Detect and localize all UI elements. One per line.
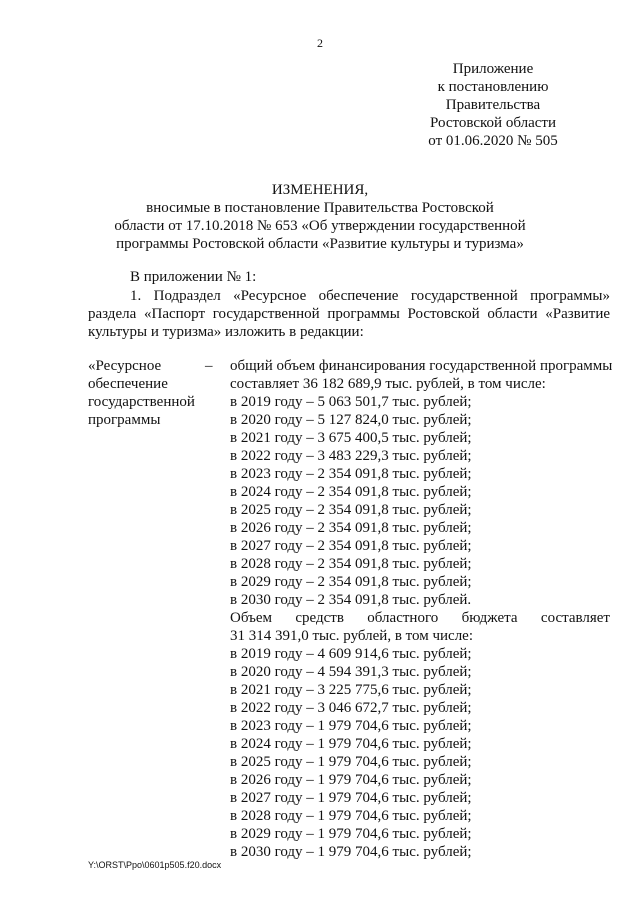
file-path-footer: Y:\ORST\Ppo\0601p505.f20.docx bbox=[88, 860, 222, 870]
page-number: 2 bbox=[317, 36, 323, 50]
item-1-paragraph: 1. Подраздел «Ресурсное обеспечение государственной программы» раздела «Паспорт государственной программы Ростовской области «Развитие культуры и туризма» изложить в редакции: bbox=[88, 288, 610, 340]
resource-label-line: программы bbox=[88, 412, 161, 428]
year-amount-line: в 2024 году – 2 354 091,8 тыс. рублей; bbox=[230, 484, 472, 500]
year-amount-line: в 2020 году – 5 127 824,0 тыс. рублей; bbox=[230, 412, 472, 428]
title-heading: ИЗМЕНЕНИЯ, bbox=[271, 182, 369, 198]
resource-content bbox=[230, 357, 613, 861]
year-amount-line: в 2019 году – 4 609 914,6 тыс. рублей; bbox=[230, 646, 472, 662]
year-amount-line: в 2024 году – 1 979 704,6 тыс. рублей; bbox=[230, 736, 472, 752]
year-amount-line: в 2029 году – 2 354 091,8 тыс. рублей; bbox=[230, 574, 472, 590]
year-amount-line: в 2025 году – 2 354 091,8 тыс. рублей; bbox=[230, 502, 472, 518]
resource-label bbox=[88, 357, 208, 429]
appendix-header bbox=[393, 60, 593, 150]
year-amount-line: в 2027 году – 1 979 704,6 тыс. рублей; bbox=[230, 790, 472, 806]
appendix-line: Приложение bbox=[452, 61, 534, 77]
resource-label-line: государственной bbox=[88, 394, 195, 410]
title-line: области от 17.10.2018 № 653 «Об утверждении государственной bbox=[114, 218, 526, 234]
year-amount-line: в 2022 году – 3 483 229,3 тыс. рублей; bbox=[230, 448, 472, 464]
appendix-line: Ростовской области bbox=[430, 115, 556, 131]
year-amount-line: в 2022 году – 3 046 672,7 тыс. рублей; bbox=[230, 700, 472, 716]
year-amount-line: в 2026 году – 1 979 704,6 тыс. рублей; bbox=[230, 772, 472, 788]
regional-word: Объем bbox=[230, 610, 272, 626]
year-amount-line: в 2029 году – 1 979 704,6 тыс. рублей; bbox=[230, 826, 472, 842]
dash-separator: – bbox=[205, 358, 213, 374]
appendix-line: к постановлению bbox=[437, 79, 549, 95]
total-line: составляет 36 182 689,9 тыс. рублей, в том числе: bbox=[230, 376, 546, 392]
year-amount-line: в 2021 году – 3 675 400,5 тыс. рублей; bbox=[230, 430, 472, 446]
year-amount-line: в 2019 году – 5 063 501,7 тыс. рублей; bbox=[230, 394, 472, 410]
title-line: вносимые в постановление Правительства Ростовской bbox=[146, 200, 494, 216]
year-amount-line: в 2030 году – 2 354 091,8 тыс. рублей. bbox=[230, 592, 472, 608]
regional-line: 31 314 391,0 тыс. рублей, в том числе: bbox=[230, 628, 474, 644]
year-amount-line: в 2023 году – 2 354 091,8 тыс. рублей; bbox=[230, 466, 472, 482]
regional-word: бюджета bbox=[461, 610, 518, 626]
year-amount-line: в 2021 году – 3 225 775,6 тыс. рублей; bbox=[230, 682, 472, 698]
regional-years-list bbox=[230, 645, 610, 861]
year-amount-line: в 2026 году – 2 354 091,8 тыс. рублей; bbox=[230, 520, 472, 536]
intro-text: В приложении № 1: bbox=[130, 269, 257, 285]
regional-word: составляет bbox=[540, 610, 610, 626]
year-amount-line: в 2020 году – 4 594 391,3 тыс. рублей; bbox=[230, 664, 472, 680]
year-amount-line: в 2028 году – 1 979 704,6 тыс. рублей; bbox=[230, 808, 472, 824]
regional-line bbox=[230, 609, 610, 627]
document-title bbox=[100, 181, 540, 253]
appendix-line: от 01.06.2020 № 505 bbox=[428, 133, 558, 149]
title-line: программы Ростовской области «Развитие культуры и туризма» bbox=[116, 236, 524, 252]
regional-word: областного bbox=[367, 610, 439, 626]
year-amount-line: в 2025 году – 1 979 704,6 тыс. рублей; bbox=[230, 754, 472, 770]
resource-label-line: обеспечение bbox=[88, 376, 168, 392]
year-amount-line: в 2028 году – 2 354 091,8 тыс. рублей; bbox=[230, 556, 472, 572]
total-years-list bbox=[230, 393, 610, 609]
year-amount-line: в 2027 году – 2 354 091,8 тыс. рублей; bbox=[230, 538, 472, 554]
year-amount-line: в 2023 году – 1 979 704,6 тыс. рублей; bbox=[230, 718, 472, 734]
regional-word: средств bbox=[295, 610, 344, 626]
total-line: общий объем финансирования государственной программы bbox=[230, 358, 613, 374]
appendix-line: Правительства bbox=[445, 97, 541, 113]
resource-label-line: «Ресурсное bbox=[88, 358, 162, 374]
year-amount-line: в 2030 году – 1 979 704,6 тыс. рублей; bbox=[230, 844, 472, 860]
